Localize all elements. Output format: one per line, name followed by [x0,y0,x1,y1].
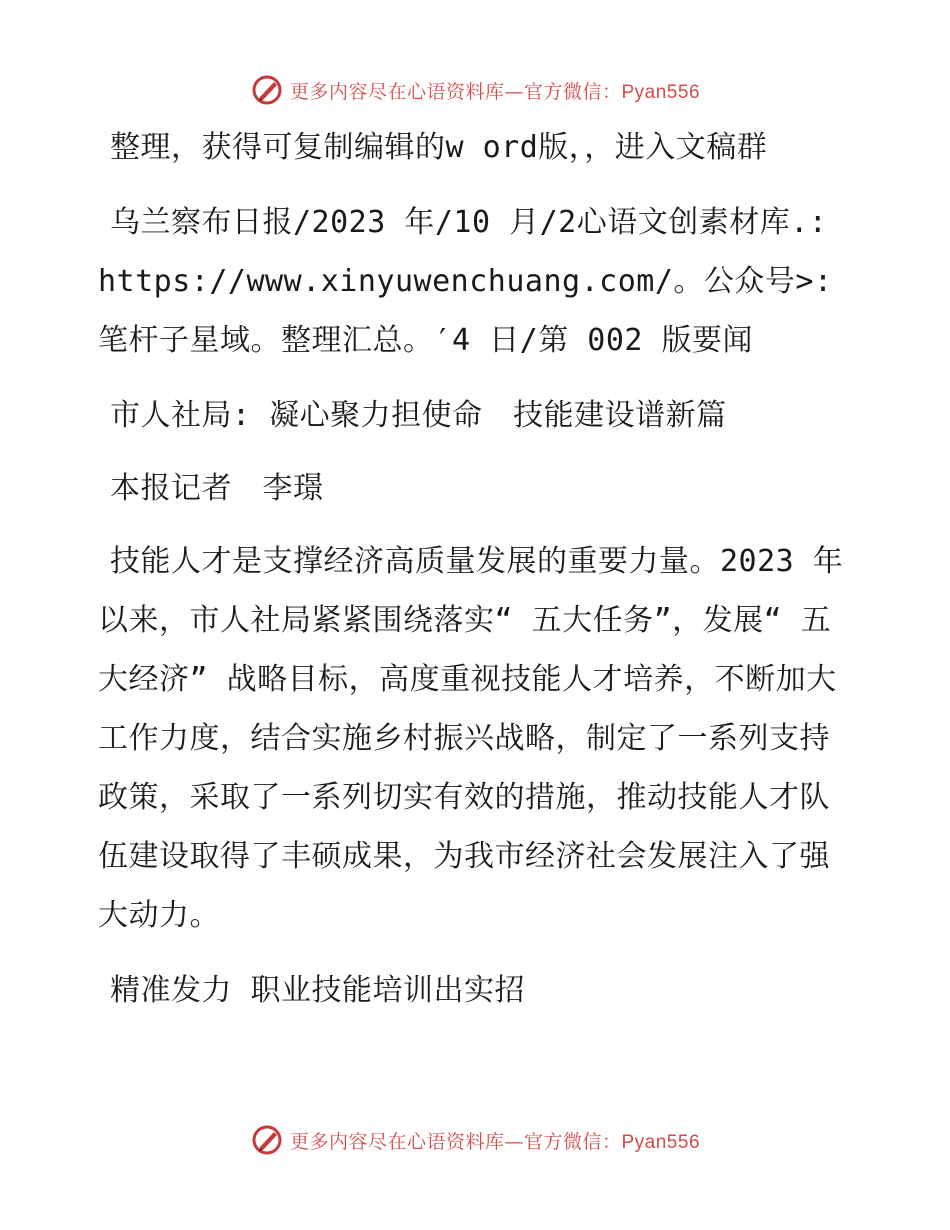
section-subheading: 精准发力 职业技能培训出实招 [110,973,526,1008]
header-banner [0,70,950,110]
source-paragraph: 乌兰察布日报/2023 年/10 月/2心语文创素材库.: https://www.xinyuwenchuang.com/。公众号>: 笔杆子星域。整理汇总。′4 日/第 002 版要闻 [98,205,833,358]
pen-logo-icon [250,73,284,107]
article-byline: 本报记者 李璟 [110,471,324,506]
footer-banner-text: 更多内容尽在心语资料库—官方微信：Pyan556 [289,1130,701,1153]
footer-banner [0,1120,950,1160]
pen-logo-icon [250,1123,284,1157]
document-body [98,118,858,1036]
header-banner-text: 更多内容尽在心语资料库—官方微信：Pyan556 [289,80,701,103]
body-paragraph: 技能人才是支撑经济高质量发展的重要力量。2023 年以来，市人社局紧紧围绕落实“ 五大任务”，发展“ 五大经济” 战略目标，高度重视技能人才培养，不断加大工作力度，结合实施乡村振兴战略，制定了一系列支持政策，采取了一系列切实有效的措施，推动技能人才队伍建设取得了丰硕成果，为我市经济社会发展注入了强大动力。 [98,544,844,933]
intro-paragraph: 整理，获得可复制编辑的w ord版，，进入文稿群 [110,130,768,165]
article-headline: 市人社局: 凝心聚力担使命 技能建设谱新篇 [110,398,727,433]
